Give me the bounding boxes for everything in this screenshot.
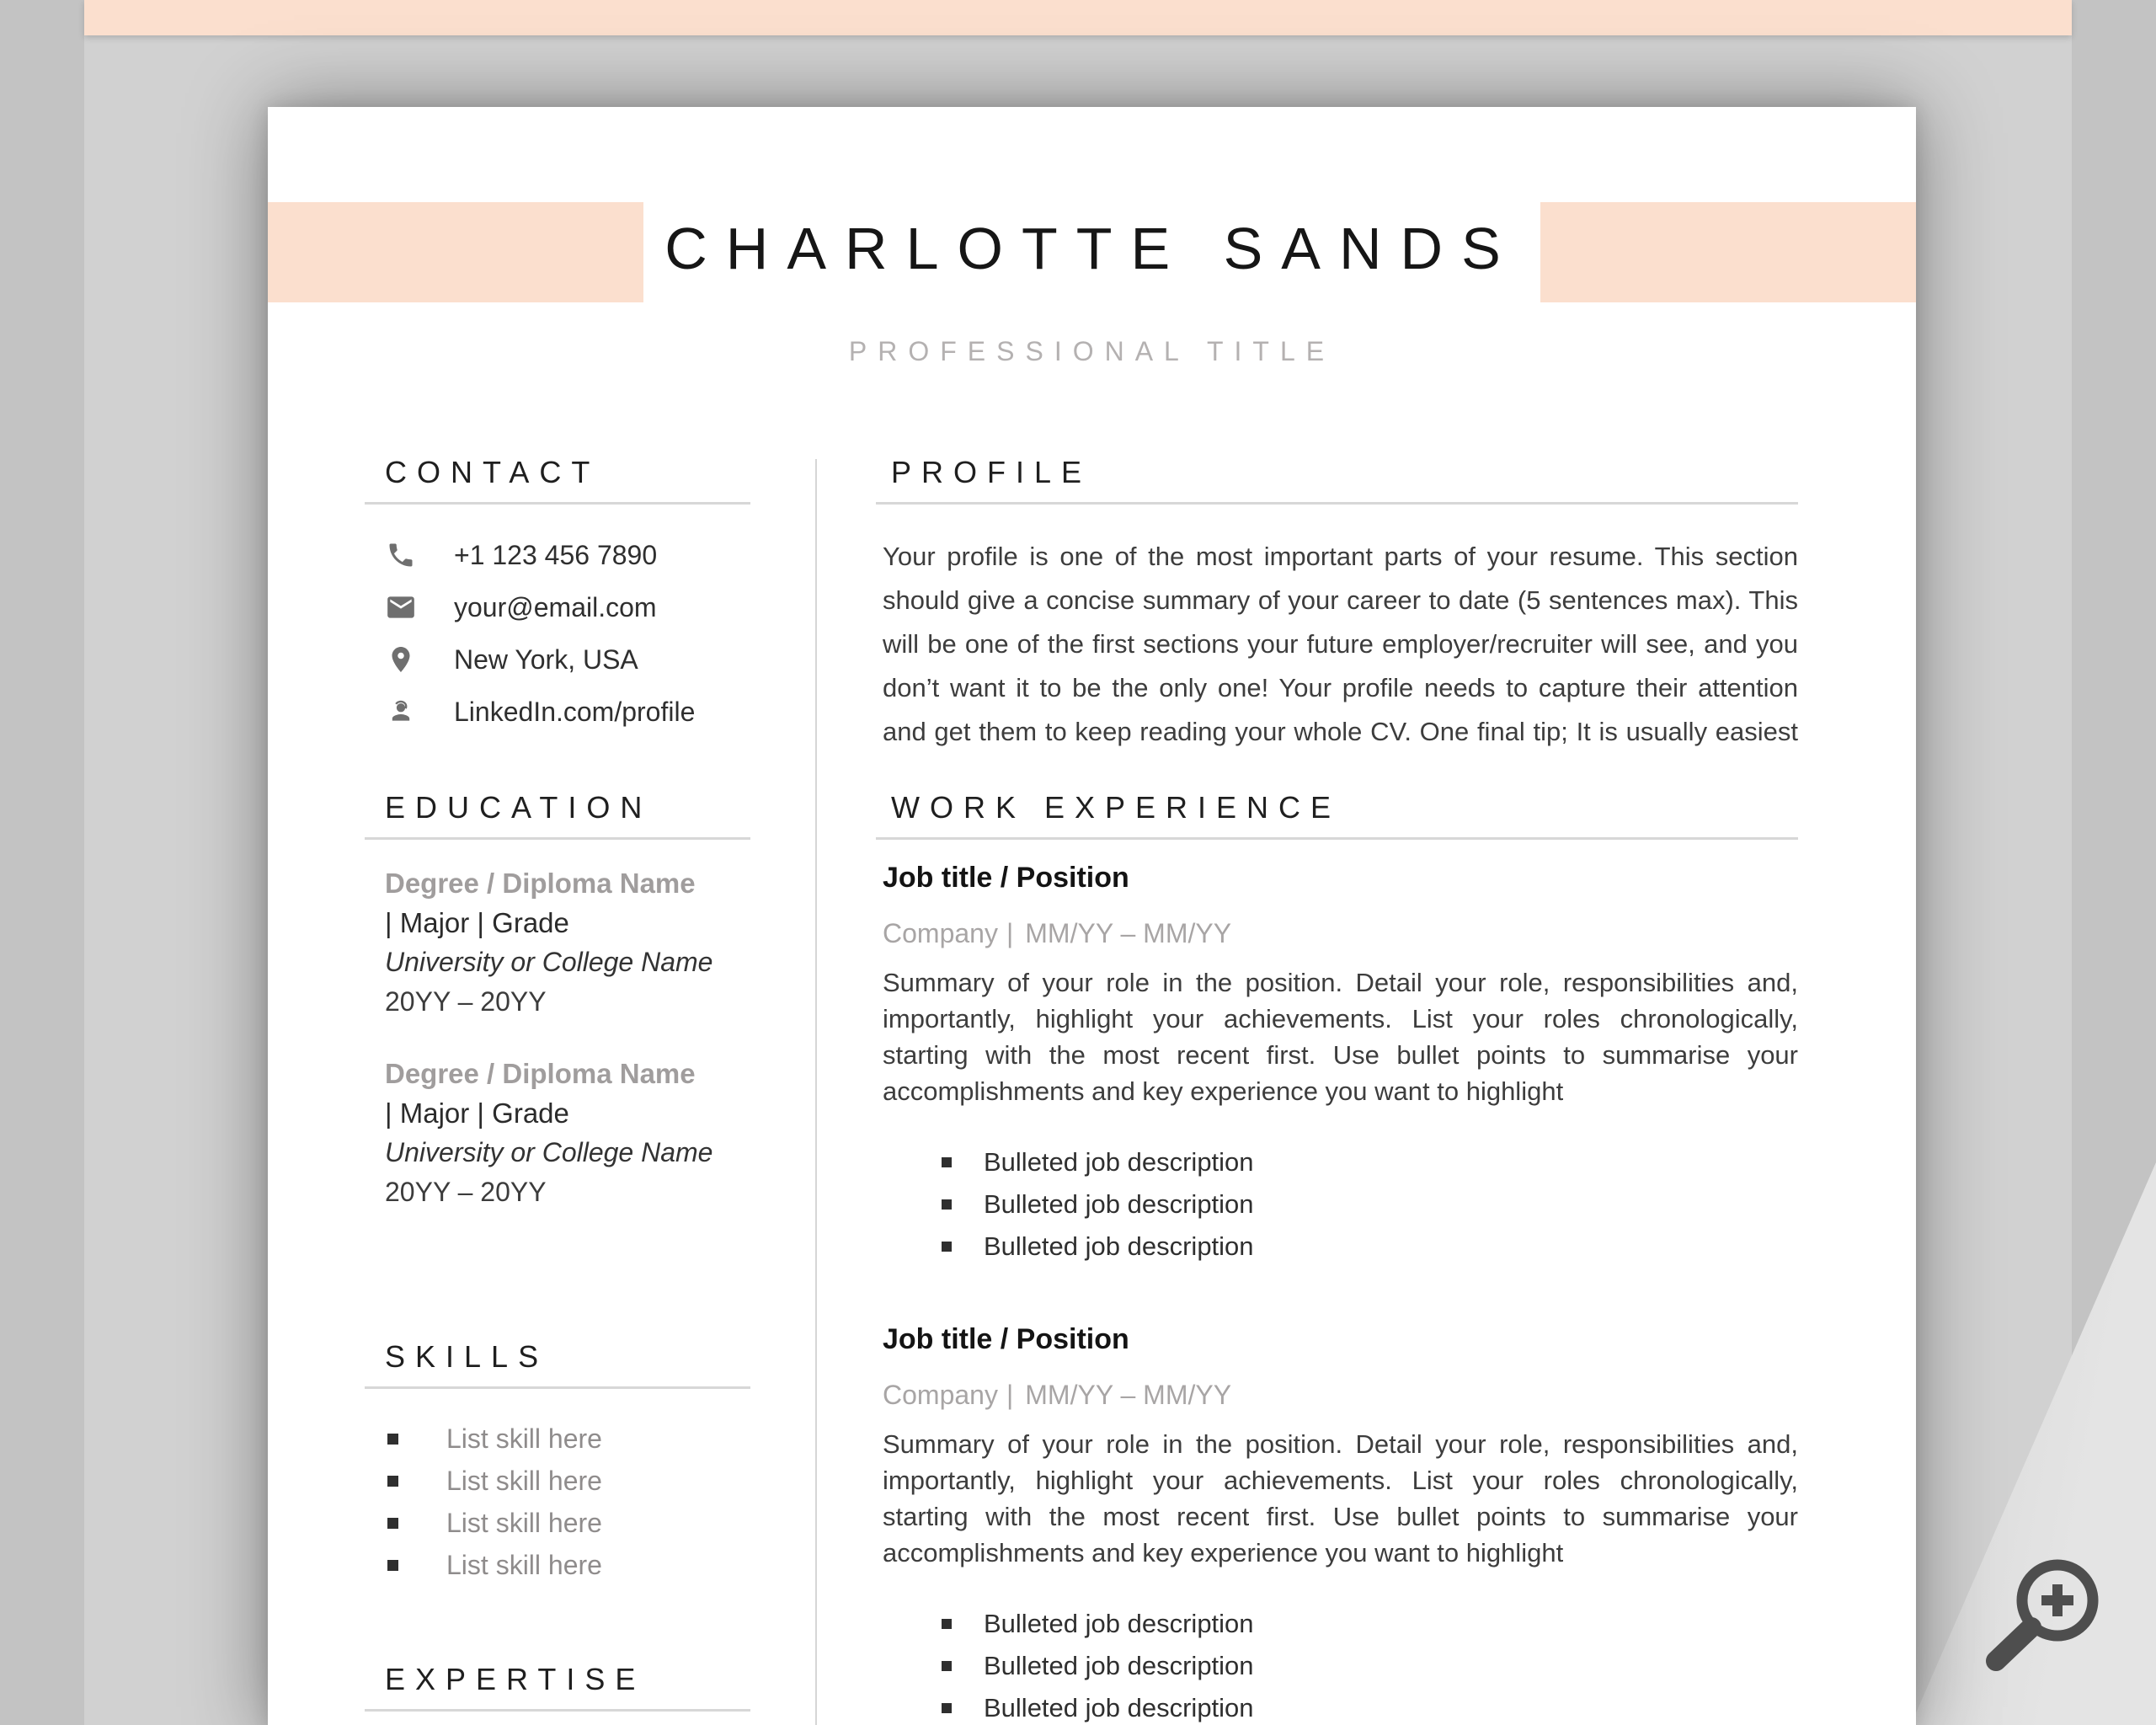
contact-heading: CONTACT <box>385 455 600 489</box>
job-bullet <box>883 1645 1798 1687</box>
job-dates: MM/YY – MM/YY <box>1025 1380 1232 1410</box>
contact-rule <box>365 502 750 505</box>
contact-list <box>365 538 750 729</box>
square-bullet-icon <box>387 1476 398 1487</box>
job-title: Job title / Position <box>883 1323 1129 1355</box>
contact-row-location <box>385 643 750 676</box>
skill-text: List skill here <box>446 1465 602 1496</box>
contact-row-phone <box>385 538 750 572</box>
candidate-name: CHARLOTTE SANDS <box>664 216 1519 281</box>
job-bullet <box>883 1226 1798 1268</box>
education-years: 20YY – 20YY <box>385 1177 547 1207</box>
square-bullet-icon <box>942 1199 952 1210</box>
bullet-text: Bulleted job description <box>984 1609 1254 1638</box>
job-title: Job title / Position <box>883 862 1129 894</box>
degree-name: Degree / Diploma Name <box>385 868 696 899</box>
resume-page <box>268 107 1916 1725</box>
job-bullet <box>883 1603 1798 1645</box>
job-bullet-list <box>883 1603 1798 1725</box>
education-entry <box>365 863 750 1022</box>
education-rule <box>365 837 750 840</box>
education-years: 20YY – 20YY <box>385 986 547 1017</box>
expertise-rule <box>365 1709 750 1712</box>
bullet-text: Bulleted job description <box>984 1147 1254 1177</box>
skill-item <box>387 1544 750 1586</box>
email-icon <box>385 591 417 623</box>
job-dates: MM/YY – MM/YY <box>1025 918 1232 948</box>
separator: | <box>1006 918 1014 948</box>
skill-text: List skill here <box>446 1549 602 1580</box>
job-entry <box>876 862 1798 1268</box>
job-summary: Summary of your role in the position. Detail your role, responsibilities and, importantly, highlight your achievements. List your roles chronologically, starting with the most recent first. Use bullet points to summarise your accomplishments and key experience you want to highlight <box>883 968 1798 1106</box>
profile-heading: PROFILE <box>891 455 1092 489</box>
bullet-text: Bulleted job description <box>984 1231 1254 1261</box>
job-company-line <box>883 1380 1798 1411</box>
company-name: Company <box>883 1380 998 1410</box>
job-entry <box>876 1323 1798 1725</box>
job-bullet-list <box>883 1141 1798 1268</box>
major-grade: | Major | Grade <box>385 907 569 938</box>
square-bullet-icon <box>942 1661 952 1671</box>
profile-text: Your profile is one of the most important parts of your resume. This section should give a concise summary of your career to date (5 sentences max). This will be one of the first sections your future employer/recruiter will see, and you don’t want it to be the only one! Your profile needs to capture their attention and get them to keep reading your whole CV. One final tip; It is usually easiest <box>883 542 1798 746</box>
left-edge-strip <box>0 0 84 1725</box>
education-heading: EDUCATION <box>385 790 653 825</box>
education-entry <box>365 1054 750 1212</box>
phone-icon <box>385 539 417 571</box>
profile-section <box>876 455 1798 754</box>
separator: | <box>1006 1380 1014 1410</box>
professional-title: PROFESSIONAL TITLE <box>848 336 1336 366</box>
contact-phone: +1 123 456 7890 <box>454 539 658 570</box>
bullet-text: Bulleted job description <box>984 1189 1254 1219</box>
bullet-text: Bulleted job description <box>984 1693 1254 1722</box>
major-grade: | Major | Grade <box>385 1097 569 1129</box>
job-summary: Summary of your role in the position. Detail your role, responsibilities and, importantly, highlight your achievements. List your roles chronologically, starting with the most recent first. Use bullet points to summarise your accomplishments and key experience you want to highlight <box>883 1429 1798 1567</box>
job-bullet <box>883 1183 1798 1226</box>
column-divider <box>815 459 817 1725</box>
profile-rule <box>876 502 1798 505</box>
school-name: University or College Name <box>385 947 713 977</box>
work-experience-rule <box>876 837 1798 840</box>
bullet-text: Bulleted job description <box>984 1651 1254 1680</box>
profile-icon <box>385 696 417 728</box>
contact-section <box>365 455 750 747</box>
job-company-line <box>883 918 1798 949</box>
square-bullet-icon <box>387 1560 398 1571</box>
contact-row-email <box>385 590 750 624</box>
work-experience-section <box>876 790 1798 1725</box>
top-accent-bar <box>84 0 2072 35</box>
education-section <box>365 790 750 1212</box>
zoom-in-icon <box>1976 1536 2114 1674</box>
skills-section <box>365 1339 750 1586</box>
degree-name: Degree / Diploma Name <box>385 1058 696 1089</box>
square-bullet-icon <box>942 1242 952 1252</box>
skill-item <box>387 1502 750 1544</box>
contact-row-linkedin <box>385 695 750 729</box>
square-bullet-icon <box>387 1434 398 1445</box>
skill-item <box>387 1418 750 1460</box>
company-name: Company <box>883 918 998 948</box>
job-bullet <box>883 1687 1798 1725</box>
skill-text: List skill here <box>446 1507 602 1538</box>
expertise-section <box>365 1662 750 1712</box>
square-bullet-icon <box>942 1157 952 1167</box>
skill-list <box>365 1418 750 1586</box>
skill-text: List skill here <box>446 1423 602 1454</box>
location-icon <box>385 644 417 676</box>
square-bullet-icon <box>942 1703 952 1713</box>
work-experience-heading: WORK EXPERIENCE <box>891 790 1342 825</box>
expertise-heading: EXPERTISE <box>385 1662 646 1696</box>
job-bullet <box>883 1141 1798 1183</box>
contact-linkedin: LinkedIn.com/profile <box>454 696 696 727</box>
school-name: University or College Name <box>385 1137 713 1167</box>
skills-rule <box>365 1386 750 1389</box>
contact-location: New York, USA <box>454 644 638 675</box>
skill-item <box>387 1460 750 1502</box>
skills-heading: SKILLS <box>385 1339 549 1374</box>
square-bullet-icon <box>942 1619 952 1629</box>
contact-email: your@email.com <box>454 591 657 622</box>
square-bullet-icon <box>387 1518 398 1529</box>
